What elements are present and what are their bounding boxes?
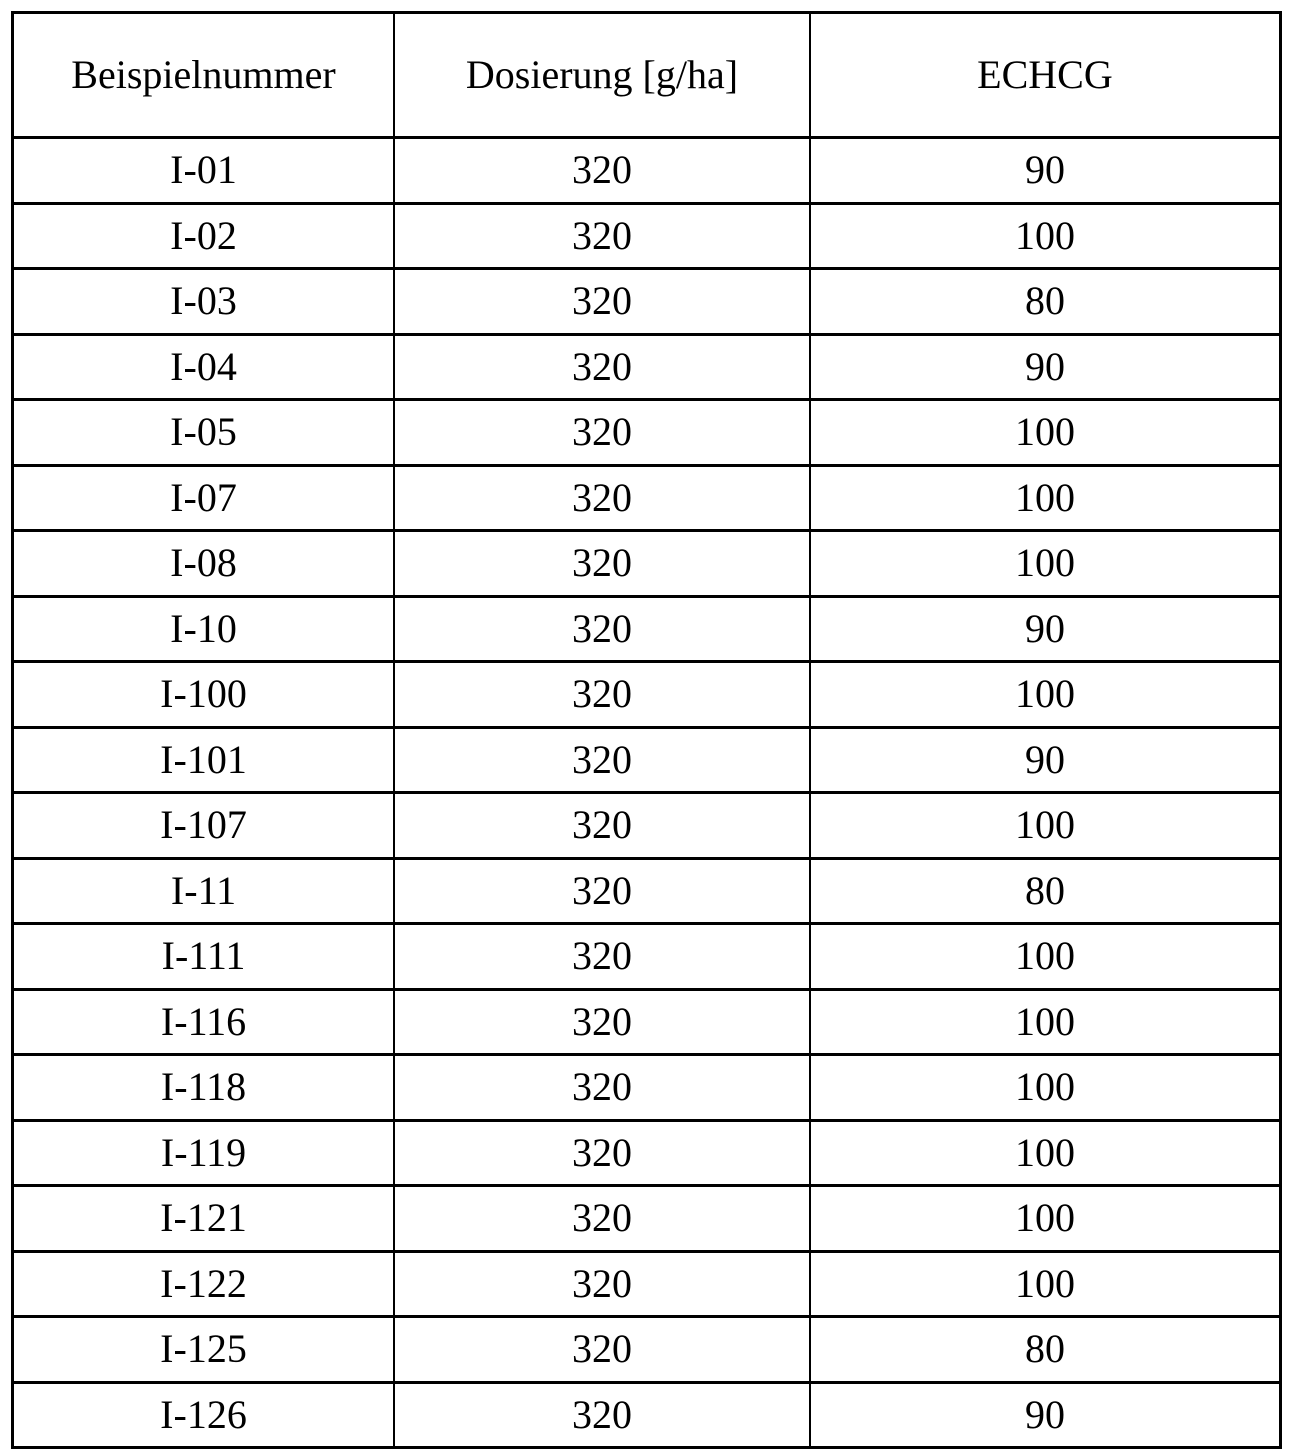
table-row [13, 727, 1281, 793]
cell-dosage: 320 [394, 1186, 810, 1252]
cell-example-number: I-111 [13, 924, 395, 990]
cell-echcg: 100 [810, 662, 1281, 728]
cell-echcg: 90 [810, 727, 1281, 793]
cell-example-number: I-100 [13, 662, 395, 728]
header-row [13, 13, 1281, 138]
cell-echcg: 80 [810, 269, 1281, 335]
results-table [11, 11, 1282, 1449]
cell-dosage: 320 [394, 727, 810, 793]
table-row [13, 924, 1281, 990]
table-row [13, 1055, 1281, 1121]
table-row [13, 793, 1281, 859]
cell-dosage: 320 [394, 400, 810, 466]
cell-dosage: 320 [394, 989, 810, 1055]
cell-example-number: I-107 [13, 793, 395, 859]
cell-example-number: I-05 [13, 400, 395, 466]
table-row [13, 1120, 1281, 1186]
table-row [13, 1382, 1281, 1448]
cell-dosage: 320 [394, 858, 810, 924]
table-row [13, 269, 1281, 335]
cell-echcg: 100 [810, 531, 1281, 597]
cell-dosage: 320 [394, 531, 810, 597]
cell-example-number: I-08 [13, 531, 395, 597]
cell-dosage: 320 [394, 334, 810, 400]
cell-example-number: I-03 [13, 269, 395, 335]
cell-echcg: 100 [810, 203, 1281, 269]
header-echcg: ECHCG [810, 13, 1281, 138]
cell-example-number: I-02 [13, 203, 395, 269]
cell-example-number: I-07 [13, 465, 395, 531]
table-body [13, 138, 1281, 1448]
cell-dosage: 320 [394, 662, 810, 728]
cell-echcg: 100 [810, 400, 1281, 466]
table-row [13, 531, 1281, 597]
cell-example-number: I-101 [13, 727, 395, 793]
cell-example-number: I-116 [13, 989, 395, 1055]
cell-echcg: 90 [810, 334, 1281, 400]
cell-example-number: I-121 [13, 1186, 395, 1252]
table-row [13, 1317, 1281, 1383]
table-row [13, 1251, 1281, 1317]
cell-echcg: 80 [810, 1317, 1281, 1383]
table-row [13, 596, 1281, 662]
cell-example-number: I-118 [13, 1055, 395, 1121]
cell-example-number: I-122 [13, 1251, 395, 1317]
cell-example-number: I-11 [13, 858, 395, 924]
cell-dosage: 320 [394, 1317, 810, 1383]
table-row [13, 662, 1281, 728]
cell-echcg: 90 [810, 1382, 1281, 1448]
cell-echcg: 100 [810, 793, 1281, 859]
cell-echcg: 90 [810, 138, 1281, 204]
cell-echcg: 100 [810, 1120, 1281, 1186]
cell-example-number: I-01 [13, 138, 395, 204]
cell-echcg: 100 [810, 924, 1281, 990]
cell-dosage: 320 [394, 1120, 810, 1186]
cell-echcg: 100 [810, 1055, 1281, 1121]
cell-echcg: 100 [810, 1186, 1281, 1252]
cell-dosage: 320 [394, 269, 810, 335]
cell-echcg: 100 [810, 989, 1281, 1055]
header-example-number: Beispielnummer [13, 13, 395, 138]
header-dosage: Dosierung [g/ha] [394, 13, 810, 138]
cell-echcg: 80 [810, 858, 1281, 924]
cell-dosage: 320 [394, 1382, 810, 1448]
table-row [13, 334, 1281, 400]
table-row [13, 858, 1281, 924]
cell-dosage: 320 [394, 793, 810, 859]
table-row [13, 989, 1281, 1055]
cell-example-number: I-10 [13, 596, 395, 662]
cell-example-number: I-126 [13, 1382, 395, 1448]
cell-dosage: 320 [394, 203, 810, 269]
cell-example-number: I-119 [13, 1120, 395, 1186]
cell-echcg: 100 [810, 465, 1281, 531]
table-row [13, 138, 1281, 204]
table-row [13, 203, 1281, 269]
cell-example-number: I-04 [13, 334, 395, 400]
cell-dosage: 320 [394, 465, 810, 531]
cell-example-number: I-125 [13, 1317, 395, 1383]
cell-echcg: 100 [810, 1251, 1281, 1317]
cell-dosage: 320 [394, 924, 810, 990]
table-row [13, 400, 1281, 466]
cell-dosage: 320 [394, 596, 810, 662]
table-row [13, 1186, 1281, 1252]
cell-dosage: 320 [394, 1055, 810, 1121]
cell-echcg: 90 [810, 596, 1281, 662]
table-row [13, 465, 1281, 531]
cell-dosage: 320 [394, 138, 810, 204]
cell-dosage: 320 [394, 1251, 810, 1317]
